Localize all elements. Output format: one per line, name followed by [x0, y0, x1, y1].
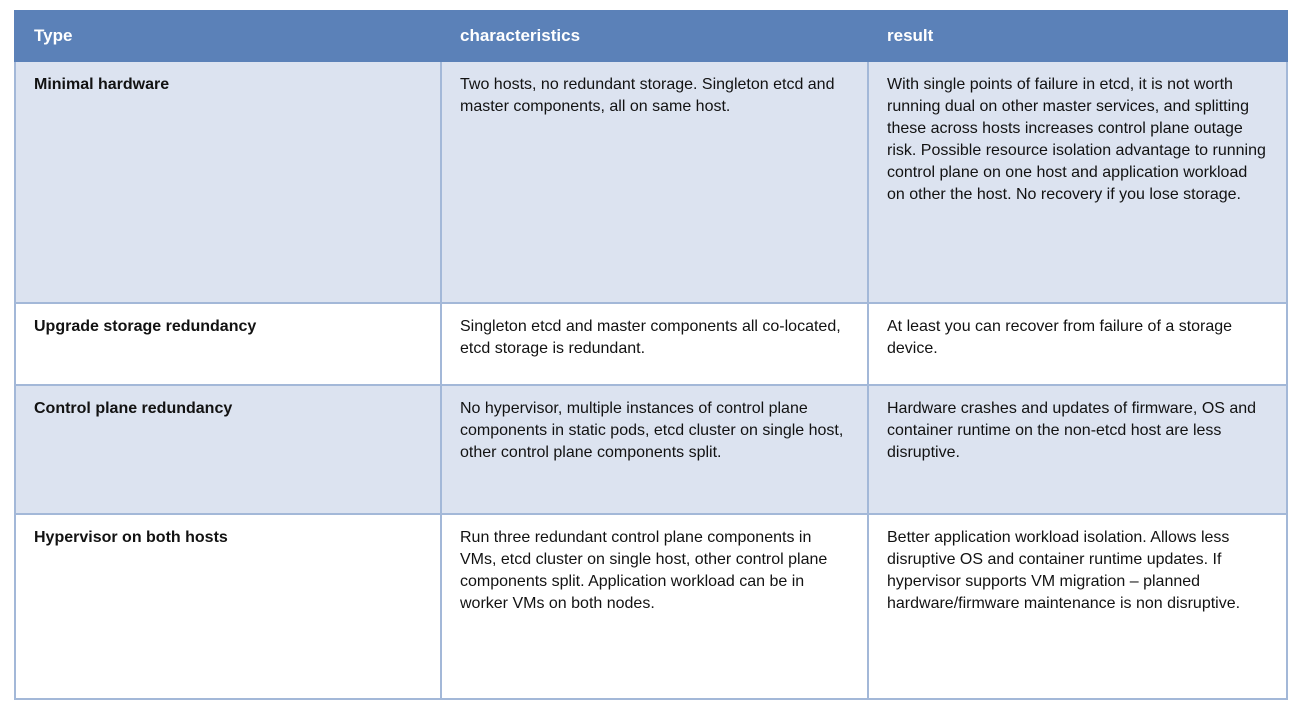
- table-row: [15, 303, 1287, 385]
- cell-result: With single points of failure in etcd, it is not worth running dual on other master services, and splitting these across hosts increases control plane outage risk. Possible resource isolation advantage to running control plane on one host and application workload on other the host. No recovery if you lose storage.: [868, 61, 1287, 303]
- cell-type: Control plane redundancy: [15, 385, 441, 514]
- cell-type: Minimal hardware: [15, 61, 441, 303]
- column-header-type: Type: [15, 11, 441, 61]
- cell-type: Hypervisor on both hosts: [15, 514, 441, 699]
- cell-type: Upgrade storage redundancy: [15, 303, 441, 385]
- cell-characteristics: Singleton etcd and master components all co-located, etcd storage is redundant.: [441, 303, 868, 385]
- cell-characteristics: Two hosts, no redundant storage. Singleton etcd and master components, all on same host.: [441, 61, 868, 303]
- cell-characteristics: Run three redundant control plane components in VMs, etcd cluster on single host, other control plane components split. Application workload can be in worker VMs on both nodes.: [441, 514, 868, 699]
- table-row: [15, 385, 1287, 514]
- column-header-result: result: [868, 11, 1287, 61]
- cell-result: Hardware crashes and updates of firmware, OS and container runtime on the non-etcd host are less disruptive.: [868, 385, 1287, 514]
- column-header-characteristics: characteristics: [441, 11, 868, 61]
- cell-result: Better application workload isolation. Allows less disruptive OS and container runtime updates. If hypervisor supports VM migration – planned hardware/firmware maintenance is non disruptive.: [868, 514, 1287, 699]
- table-header-row: [15, 11, 1287, 61]
- deployment-options-table: [14, 10, 1288, 700]
- cell-result: At least you can recover from failure of a storage device.: [868, 303, 1287, 385]
- table-row: [15, 61, 1287, 303]
- table-row: [15, 514, 1287, 699]
- cell-characteristics: No hypervisor, multiple instances of control plane components in static pods, etcd cluster on single host, other control plane components split.: [441, 385, 868, 514]
